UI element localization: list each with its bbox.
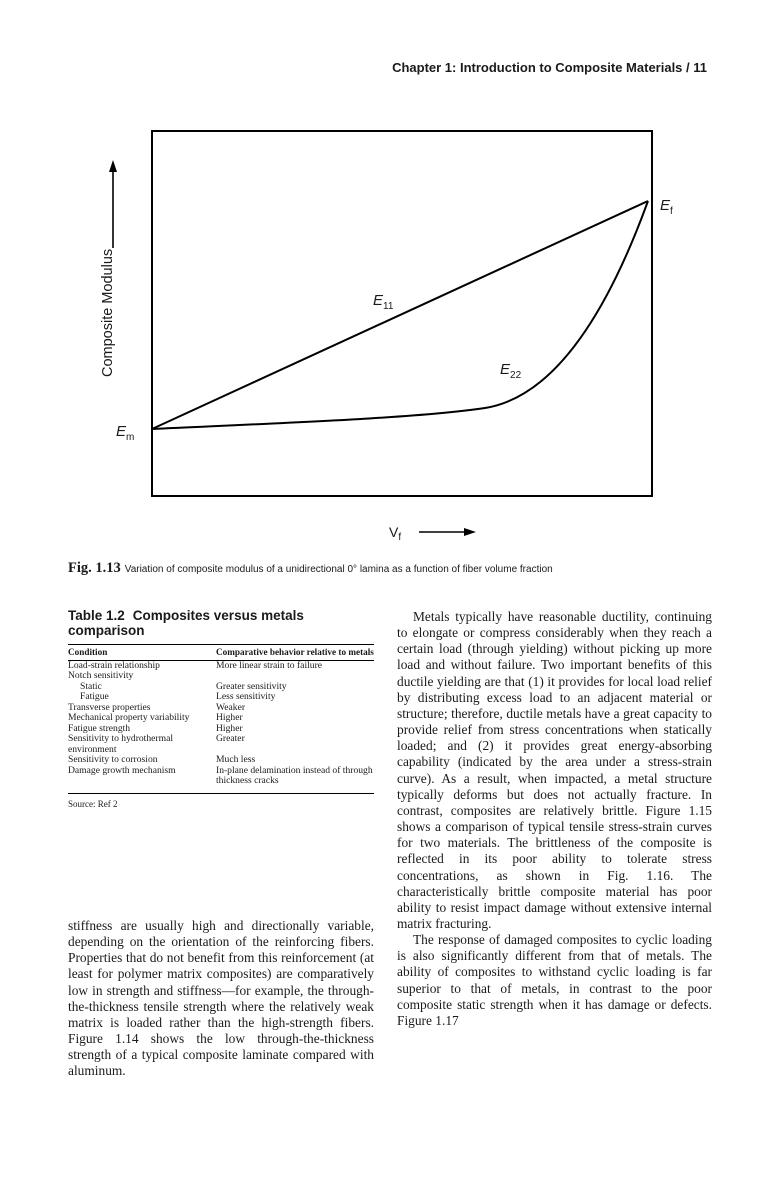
ef-label: $E_f$: [660, 197, 673, 217]
table-cell: Higher: [216, 712, 243, 723]
table-cell: Much less: [216, 754, 256, 765]
table-row: [68, 766, 374, 793]
running-header: Chapter 1: Introduction to Composite Materials / 11: [392, 60, 707, 75]
table-row: [68, 692, 374, 703]
table-cell: Static: [80, 680, 102, 692]
table-row: [68, 734, 374, 755]
table-row: [68, 671, 374, 682]
table-title: [68, 608, 374, 638]
table-header-behavior: Comparative behavior relative to metals: [216, 645, 374, 661]
table-cell: Sensitivity to hydrothermal environment: [68, 733, 173, 755]
table-cell: In-plane delamination instead of through thickness cracks: [216, 764, 373, 786]
paragraph: stiffness are usually high and directionally variable, depending on the orientation of the reinforcing fibers. Properties that do not benefit from this reinforcement (at least for polymer matrix composites) are comparatively low in strength and stiffness—for example, the through-the-thickness tensile strength where the relatively weak matrix is loaded rather than the high-strength fibers. Figure 1.14 shows the low through-the-thickness strength of a typical composite laminate compared with aluminum.: [68, 918, 374, 1079]
comparison-table-block: [68, 608, 374, 809]
y-axis-label: Composite Modulus: [100, 248, 116, 377]
table-title-text: Composites versus metals comparison: [68, 608, 304, 638]
table-cell: More linear strain to failure: [216, 659, 323, 671]
table-cell: Notch sensitivity: [68, 670, 134, 681]
comparison-table: [68, 644, 374, 793]
figure-number: Fig. 1.13: [68, 560, 121, 576]
table-header-row: [68, 645, 374, 661]
table-number: Table 1.2: [68, 608, 125, 623]
table-row: [68, 755, 374, 766]
table-header-condition: Condition: [68, 645, 216, 661]
table-cell: Fatigue strength: [68, 722, 131, 734]
table-cell: Higher: [216, 722, 243, 734]
right-text-column: [397, 609, 712, 1029]
table-cell: Transverse properties: [68, 701, 151, 713]
y-axis-arrowhead: [109, 160, 117, 172]
x-axis-label: $V_f$: [389, 524, 402, 543]
table-cell: Greater sensitivity: [216, 680, 287, 692]
figure-caption-text: Variation of composite modulus of a unidirectional 0° lamina as a function of fiber volume fraction: [124, 564, 553, 575]
table-cell: Weaker: [216, 701, 246, 713]
table-cell: Fatigue: [80, 691, 109, 702]
modulus-figure: [0, 0, 777, 555]
table-cell: Damage growth mechanism: [68, 764, 176, 776]
table-cell: [216, 671, 374, 682]
e22-label: $E_{22}$: [500, 361, 522, 381]
x-axis-arrowhead: [464, 528, 476, 536]
e11-label: $E_{11}$: [373, 292, 394, 312]
paragraph: Metals typically have reasonable ductility, continuing to elongate or compress considerably when they reach a certain load (through yielding) without picking up more load and without failure. Two important benefits of this ductile yielding are that (1) it provides for local load relief by distributing excess load to an adjacent material or structure; therefore, ductile metals have a great capacity to provide relief from stress concentrations when statically loaded; and (2) it provides great energy-absorbing capability (indicated by the area under a stress-strain curve). As a result, when impacted, a metal structure typically deforms but does not actually fracture. In contrast, composites are relatively brittle. Figure 1.15 shows a comparison of typical tensile stress-strain curves for two materials. The brittleness of the composite is reflected in its poor ability to tolerate stress concentrations, as shown in Fig. 1.16. The characteristically brittle composite material has poor ability to resist impact damage without extensive internal matrix fracturing.: [397, 609, 712, 931]
em-label: $E_m$: [116, 423, 135, 443]
left-text-column: [68, 918, 374, 1080]
e11-line: [152, 201, 648, 429]
table-cell: Sensitivity to corrosion: [68, 754, 158, 765]
paragraph: The response of damaged composites to cyclic loading is also significantly different from that of metals. The ability of composites to withstand cyclic loading is far superior to that of metals, in contrast to the poor composite static strength when it has damage or defects. Figure 1.17: [397, 932, 712, 1028]
table-cell: Less sensitivity: [216, 691, 276, 702]
figure-caption: [68, 560, 728, 577]
table-source: Source: Ref 2: [68, 798, 118, 809]
table-bottom-rule: [68, 793, 374, 794]
table-row: [68, 713, 374, 724]
table-cell: Mechanical property variability: [68, 712, 190, 723]
table-cell: Greater: [216, 733, 245, 744]
table-cell: Load-strain relationship: [68, 659, 160, 671]
